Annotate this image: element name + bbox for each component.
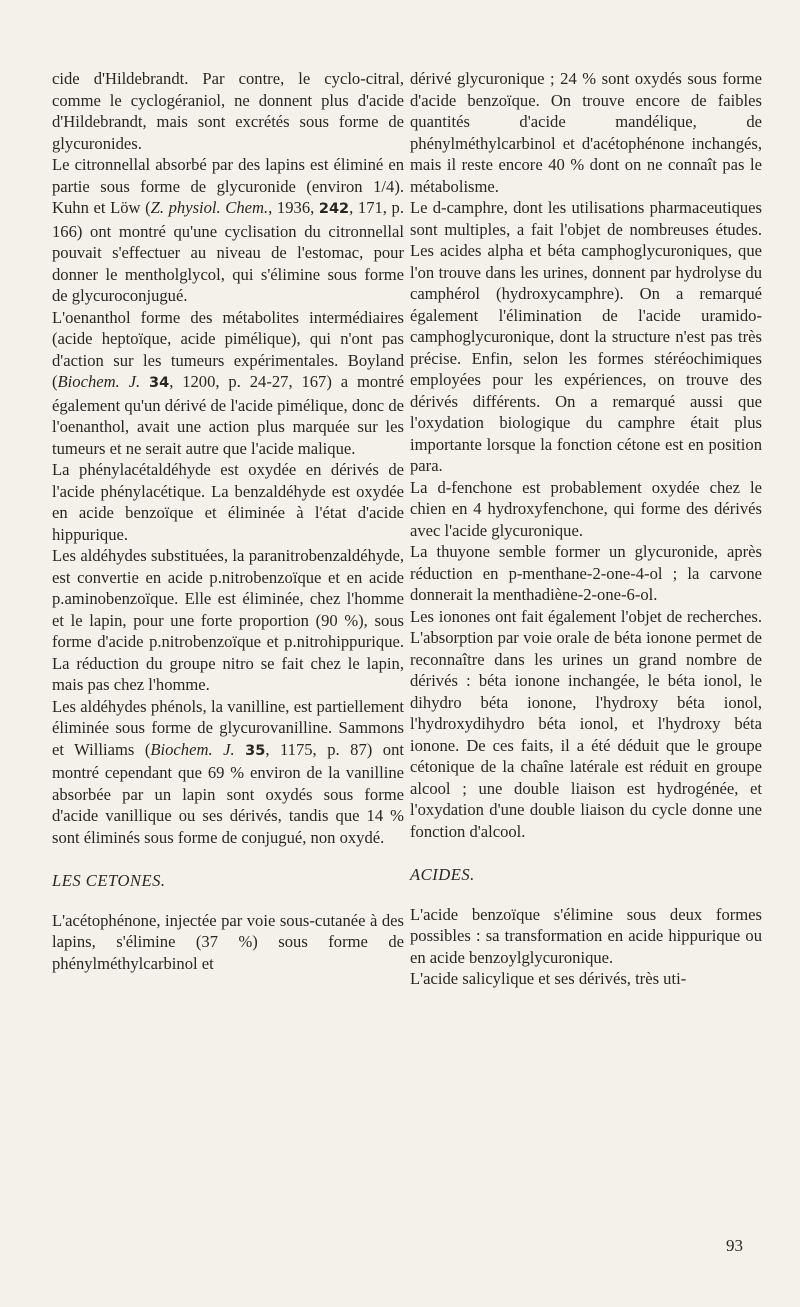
paragraph: Les ionones ont fait également l'objet de recherches. L'absorption par voie orale de béta ionone permet de reconnaître dans les urines un grand nombre de dérivés : béta ionone inchangée, le béta ionol, le dihydro béta ionone, l'hydroxy béta ionol, l'hydroxydihydro béta ionol, et l'hydroxy béta ionone. De ces faits, il a été déduit que le groupe cétonique de la chaîne latérale est réduit en groupe alcool ; une double liaison est hydrogénée, et l'oxydation d'une double liaison du cycle donne une fonction d'alcool.: [410, 606, 762, 841]
paragraph: L'oenanthol forme des métabolites intermédiaires (acide heptoïque, acide pimélique), qui n'ont pas d'action sur les tumeurs expérimentales. Boyland (Biochem. J. 34, 1200, p. 24-27, 167) a montré également qu'un dérivé de l'acide pimélique, donc de l'oenanthol, avait une action plus marquée sur les tumeurs et ne serait autre que l'acide malique.: [52, 307, 404, 458]
journal-reference: Biochem. J.: [150, 739, 235, 759]
paragraph: La d-fenchone est probablement oxydée chez le chien en 4 hydroxyfenchone, qui forme des dérivés avec l'acide glycuronique.: [410, 477, 762, 540]
left-column: [52, 68, 404, 974]
paragraph: L'acétophénone, injectée par voie sous-cutanée à des lapins, s'élimine (37 %) sous forme de phénylméthylcarbinol et: [52, 910, 404, 973]
paragraph: La thuyone semble former un glycuronide, après réduction en p-menthane-2-one-4-ol ; la carvone donnerait la menthadiène-2-one-6-ol.: [410, 542, 762, 604]
paragraph: La phénylacétaldéhyde est oxydée en dérivés de l'acide phénylacétique. La benzaldéhyde est oxydée en acide benzoïque et éliminée à l'état d'acide hippurique.: [52, 460, 404, 544]
paragraph: Les aldéhydes substituées, la paranitrobenzaldéhyde, est convertie en acide p.nitrobenzoïque et en acide p.aminobenzoïque. Elle est éliminée, chez l'homme et le lapin, pour une forte proportion (90 %), sous forme d'acide p.nitrobenzoïque et p.nitrohippurique. La réduction du groupe nitro se fait chez le lapin, mais pas chez l'homme.: [52, 546, 404, 694]
journal-reference: Biochem. J.: [57, 372, 141, 391]
paragraph: Les aldéhydes phénols, la vanilline, est partiellement éliminée sous forme de glycurovanilline. Sammons et Williams (Biochem. J. 35, 1175, p. 87) ont montré cependant que 69 % environ de la vanilline absorbée par un lapin sont oxydés sous forme d'acide vanillique ou ses dérivés, tandis que 14 % sont éliminés sous forme de conjugué, non oxydé.: [52, 696, 404, 847]
right-column: [410, 68, 762, 990]
paragraph: Le citronnellal absorbé par des lapins est éliminé en partie sous forme de glycuronide (environ 1/4). Kuhn et Löw (Z. physiol. Chem., 1936, 242, 171, p. 166) ont montré qu'une cyclisation du citronnellal pouvait s'effectuer au niveau de l'estomac, pour donner le mentholglycol, qui s'élimine sous forme de glycuroconjugué.: [52, 155, 405, 305]
volume-number: 35: [245, 742, 266, 759]
paragraph: L'acide salicylique et ses dérivés, très uti-: [410, 969, 687, 988]
section-heading-cetones: LES CETONES.: [52, 871, 166, 890]
paragraph: L'acide benzoïque s'élimine sous deux formes possibles : sa transformation en acide hippurique ou en acide benzoylglycuronique.: [410, 904, 762, 967]
volume-number: 242: [318, 201, 350, 217]
section-heading-acides: ACIDES.: [410, 865, 475, 884]
paragraph: Le d-camphre, dont les utilisations pharmaceutiques sont multiples, a fait l'objet de nombreuses études. Les acides alpha et béta camphoglycuroniques, que l'on trouve dans les urines, donnent par hydrolyse du camphérol (hydroxycamphre). On a remarqué également l'élimination de l'acide uramido-camphoglycuronique, dont la structure n'est pas très précise. Enfin, selon les formes stéréochimiques employées pour les expériences, on trouve des dérivés différents. On a remarqué aussi que l'oxydation biologique du camphre était plus importante lorsque la fonction cétone est en position para.: [410, 198, 762, 475]
paragraph: cide d'Hildebrandt. Par contre, le cyclo-citral, comme le cyclogéraniol, ne donnent plus d'acide d'Hildebrandt, mais sont excrétés sous forme de glycuronides.: [52, 69, 404, 153]
volume-number: 34: [149, 375, 170, 391]
paragraph: dérivé glycuronique ; 24 % sont oxydés sous forme d'acide benzoïque. On trouve encore de faibles quantités d'acide mandélique, de phénylméthylcarbinol et d'acétophénone inchangés, mais il reste encore 40 % dont on ne connaît pas le métabolisme.: [410, 69, 762, 196]
page-number: 93: [726, 1236, 743, 1255]
journal-reference: Z. physiol. Chem.: [150, 198, 269, 217]
